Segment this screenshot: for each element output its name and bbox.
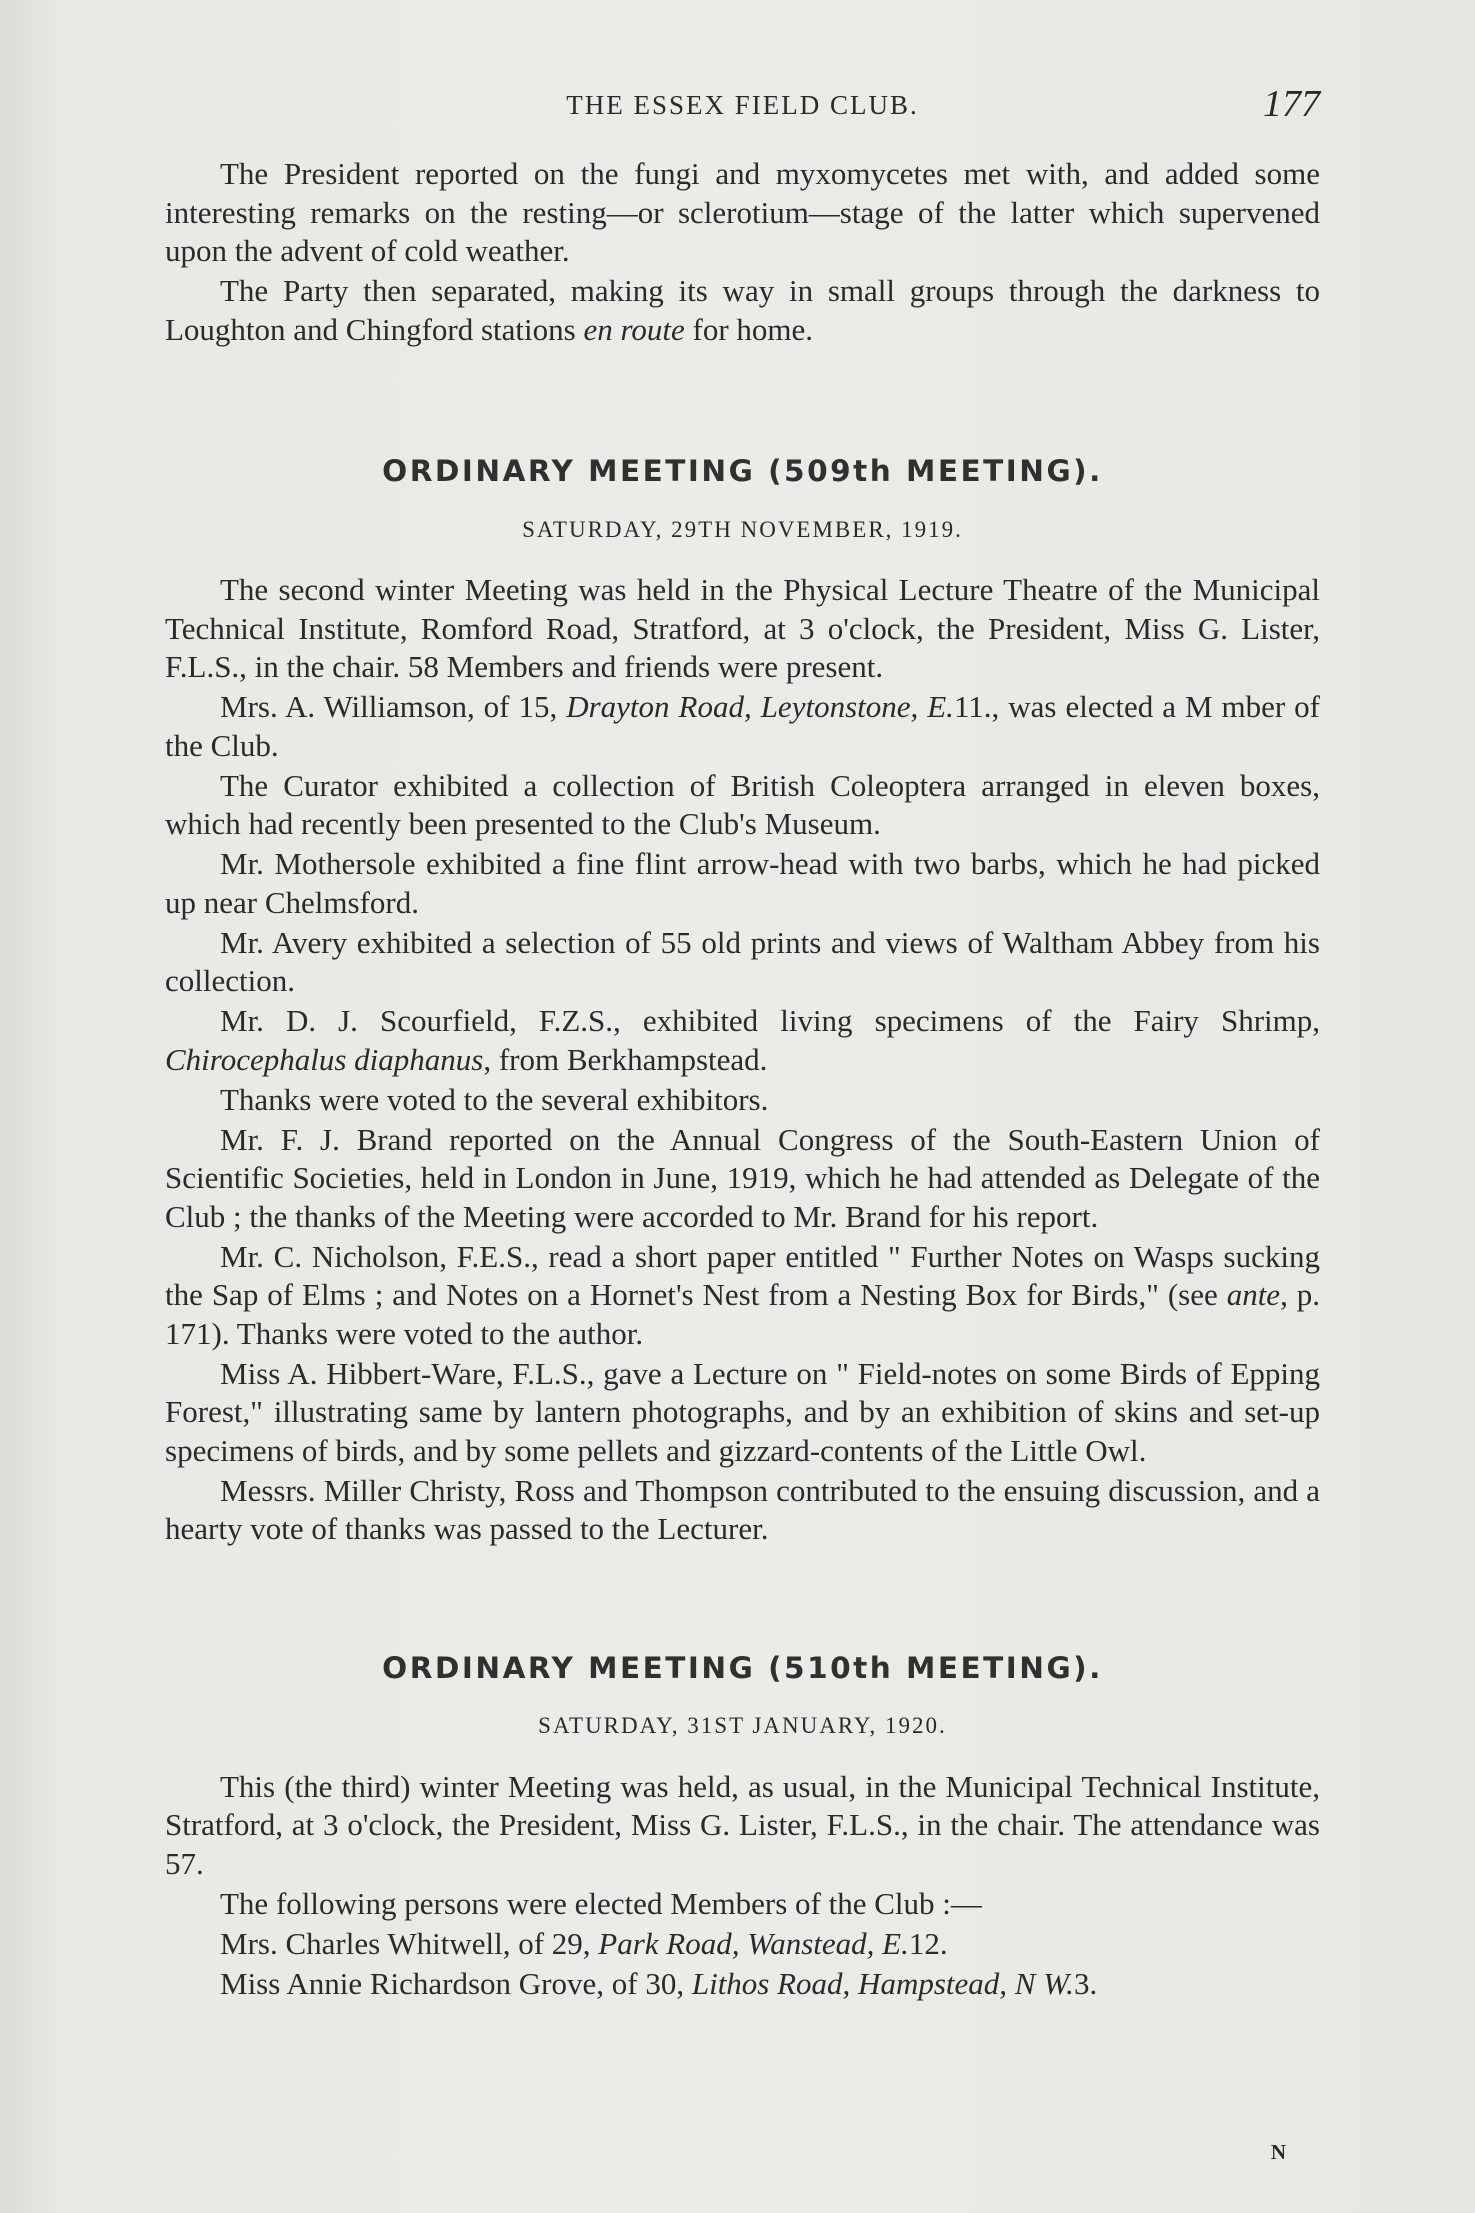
running-title: THE ESSEX FIELD CLUB.	[566, 90, 919, 120]
paragraph: The following persons were elected Members of the Club :—	[220, 1885, 982, 1921]
section-title: ORDINARY MEETING (509th MEETING).	[382, 454, 1103, 488]
paragraph: The second winter Meeting was held in the Physical Lecture Theatre of the Municipal Technical Institute, Romford Road, Stratford, at 3 o'clock, the President, Miss G. Lister, F.L.S., in the chair. 58 Members and friends were present.	[165, 572, 1320, 684]
italic-text: Lithos Road, Hampstead, N W.	[691, 1965, 1074, 2001]
section-date: SATURDAY, 31ST JANUARY, 1920.	[538, 1713, 947, 1738]
italic-text: en route	[583, 311, 685, 347]
intro-section	[165, 155, 1320, 349]
paragraph: Messrs. Miller Christy, Ross and Thompson contributed to the ensuing discussion, and a hearty vote of thanks was passed to the Lecturer.	[165, 1472, 1320, 1546]
page-body	[165, 155, 1320, 2005]
section-date: SATURDAY, 29TH NOVEMBER, 1919.	[522, 516, 963, 542]
meeting-509-section	[165, 571, 1320, 1549]
meeting-510-section	[165, 1768, 1320, 2004]
paragraph: Mr. Mothersole exhibited a fine flint arrow-head with two barbs, which he had picked up near Chelmsford.	[165, 846, 1320, 920]
paragraph: The President reported on the fungi and myxomycetes met with, and added some interesting remarks on the resting—or sclerotium—stage of the latter which supervened upon the advent of cold weather.	[165, 156, 1320, 268]
paragraph: Mr. F. J. Brand reported on the Annual Congress of the South-Eastern Union of Scientific Societies, held in London in June, 1919, which he had attended as Delegate of the Club ; the thanks of the Meeting were accorded to Mr. Brand for his report.	[165, 1121, 1320, 1234]
italic-text: Park Road, Wanstead, E.	[598, 1925, 909, 1961]
page-header	[165, 82, 1320, 132]
section-title: ORDINARY MEETING (510th MEETING).	[382, 1650, 1103, 1685]
paragraph: Miss A. Hibbert-Ware, F.L.S., gave a Lecture on " Field-notes on some Birds of Epping Forest," illustrating same by lantern photographs, and by an exhibition of skins and set-up specimens of birds, and by some pellets and gizzard-contents of the Little Owl.	[165, 1355, 1320, 1468]
signature-mark: N	[1270, 2140, 1287, 2164]
paragraph: Mr. D. J. Scourfield, F.Z.S., exhibited living specimens of the Fairy Shrimp, Chirocephalus diaphanus, from Berkhampstead.	[165, 1003, 1320, 1077]
italic-text: Drayton Road, Leytonstone, E.	[566, 689, 954, 724]
page-number: 177	[1263, 83, 1320, 125]
paragraph: The Party then separated, making its way in small groups through the darkness to Loughton and Chingford stations en route for home.	[165, 273, 1320, 347]
paragraph: Mr. Avery exhibited a selection of 55 old prints and views of Waltham Abbey from his collection.	[165, 924, 1320, 998]
paragraph: This (the third) winter Meeting was held, as usual, in the Municipal Technical Institute, Stratford, at 3 o'clock, the President, Miss G. Lister, F.L.S., in the chair. The attendance was 57.	[165, 1768, 1320, 1881]
paragraph: Mrs. Charles Whitwell, of 29, Park Road, Wanstead, E.12.	[220, 1925, 948, 1961]
paragraph: Miss Annie Richardson Grove, of 30, Lithos Road, Hampstead, N W.3.	[220, 1965, 1098, 2001]
paragraph: Thanks were voted to the several exhibitors.	[220, 1081, 769, 1117]
italic-text: Chirocephalus diaphanus	[165, 1041, 484, 1077]
paragraph: Mr. C. Nicholson, F.E.S., read a short paper entitled " Further Notes on Wasps sucking the Sap of Elms ; and Notes on a Hornet's Nest from a Nesting Box for Birds," (see ante, p. 171). Thanks were voted to the author.	[165, 1238, 1321, 1351]
paragraph: The Curator exhibited a collection of British Coleoptera arranged in eleven boxes, which had recently been presented to the Club's Museum.	[165, 767, 1320, 841]
italic-text: ante	[1226, 1277, 1281, 1312]
paragraph: Mrs. A. Williamson, of 15, Drayton Road, Leytonstone, E.11., was elected a M mber of the Club.	[165, 689, 1321, 763]
